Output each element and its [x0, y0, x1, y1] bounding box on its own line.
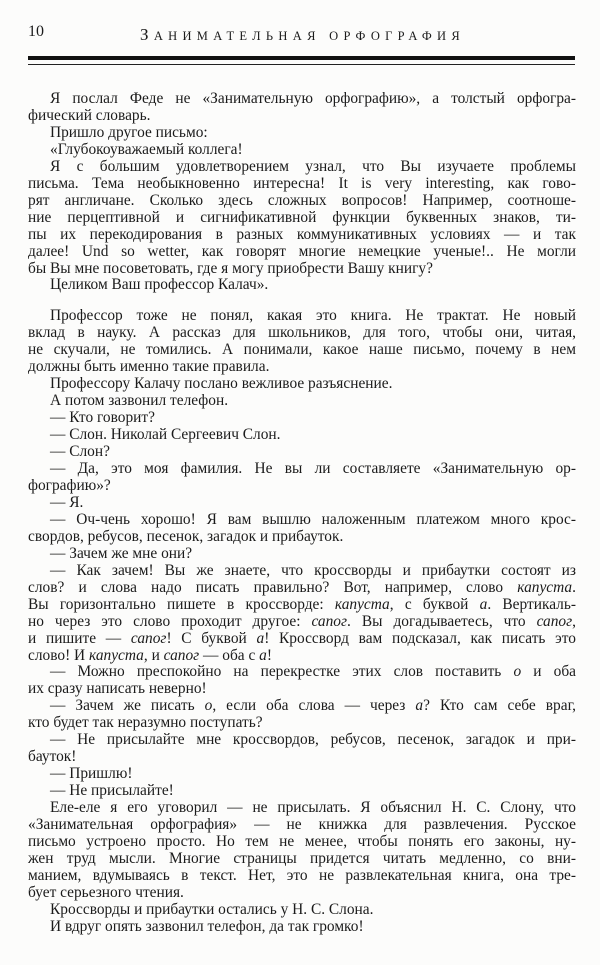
- italic-word: а: [256, 629, 265, 647]
- text-run: вклад в науку. А рассказ для школьников, для того, чтобы они, читая,: [28, 324, 576, 342]
- text-run: и пишите —: [28, 629, 131, 647]
- text-run: их сразу написать неверно!: [28, 680, 207, 698]
- text-line: [28, 851, 576, 868]
- text-line: [28, 478, 576, 495]
- text-run: «Занимательная орфография» — не книжка для развлечения. Русское: [28, 816, 576, 834]
- italic-word: капуста: [89, 646, 144, 664]
- text-run: . Вы догадываетесь, что: [347, 612, 537, 630]
- text-run: — оба с: [199, 646, 260, 664]
- text-run: свордов, ребусов, песенок, загадок и прибауток.: [28, 527, 344, 545]
- text-run: — Да, это моя фамилия. Не вы ли составляете «Занимательную ор-: [50, 460, 576, 478]
- text-line: [28, 342, 576, 359]
- page-number: 10: [28, 23, 44, 40]
- text-run: слово! И: [28, 646, 89, 664]
- text-line: [28, 749, 576, 766]
- text-run: Пришло другое письмо:: [50, 123, 208, 141]
- text-run: — Оч-чень хорошо! Я вам вышлю наложенным платежом много крос-: [50, 510, 576, 528]
- text-run: слов? и слова надо писать правильно? Вот, например, слово: [28, 578, 518, 596]
- text-run: «Глубокоуважаемый коллега!: [50, 140, 243, 158]
- text-line: [28, 277, 576, 294]
- text-line: [28, 176, 576, 193]
- text-line: [28, 244, 576, 261]
- text-line: [28, 142, 576, 159]
- text-line: [28, 227, 576, 244]
- text-run: , с буквой: [389, 595, 480, 613]
- text-run: — Слон. Николай Сергеевич Слон.: [50, 426, 281, 444]
- text-line: [28, 546, 576, 563]
- italic-word: капуста: [517, 578, 573, 596]
- text-run: , если оба слова — через: [212, 697, 416, 715]
- text-line: [28, 732, 576, 749]
- text-line: [28, 648, 576, 665]
- text-run: — Слон?: [50, 443, 110, 461]
- text-run: — Кто говорит?: [50, 409, 155, 427]
- text-run: ние перцептивной и сигнификативной функции буквенных знаков, ти-: [28, 208, 576, 226]
- text-run: далее! Und so wetter, как говорят многие немецкие ученые!.. Не могли: [28, 242, 576, 260]
- italic-word: о: [204, 697, 213, 715]
- text-line: [28, 800, 576, 817]
- text-run: . Вертикаль-: [487, 595, 576, 613]
- header-rule-thick: [28, 56, 575, 60]
- text-run: фографию»?: [28, 476, 111, 494]
- text-line: [28, 91, 576, 108]
- text-run: Целиком Ваш профессор Калач».: [50, 276, 269, 294]
- text-run: .: [572, 578, 576, 596]
- text-run: А потом зазвонил телефон.: [50, 392, 229, 410]
- text-run: — Как зачем! Вы же знаете, что кроссворды и прибаутки состоят из: [50, 561, 576, 579]
- header-rule-thin: [28, 64, 575, 65]
- text-line: [28, 376, 576, 393]
- text-run: — Я.: [50, 493, 84, 511]
- text-run: жен труд мысли. Многие страницы придется читать медленно, со вни-: [28, 849, 576, 867]
- text-line: [28, 834, 576, 851]
- text-run: фический словарь.: [28, 106, 151, 124]
- text-run: — Пришлю!: [50, 765, 133, 783]
- text-run: ! С буквой: [166, 629, 257, 647]
- text-run: И вдруг опять зазвонил телефон, да так громко!: [50, 917, 364, 935]
- text-line: [28, 817, 576, 834]
- text-run: Я с большим удовлетворением узнал, что Вы изучаете проблемы: [50, 157, 576, 175]
- text-run: должны быть именно такие правила.: [28, 358, 270, 376]
- text-run: Кроссворды и прибаутки остались у Н. С. Слона.: [50, 900, 374, 918]
- italic-word: сапог: [130, 629, 167, 647]
- text-line: [28, 580, 576, 597]
- text-run: ? Кто сам себе враг,: [423, 697, 576, 715]
- text-line: [28, 766, 576, 783]
- italic-word: о: [513, 663, 522, 681]
- text-line: [28, 902, 576, 919]
- text-run: манием, вдумываясь в текст. Нет, это не развлекательная книга, она тре-: [28, 866, 576, 884]
- text-line: [28, 193, 576, 210]
- text-line: [28, 512, 576, 529]
- text-line: [28, 597, 576, 614]
- text-run: Я послал Феде не «Занимательную орфографию», а толстый орфогра-: [50, 90, 576, 107]
- text-run: бауток!: [28, 748, 77, 766]
- text-line: [28, 159, 576, 176]
- italic-word: а: [479, 595, 488, 613]
- text-line: [28, 261, 576, 278]
- text-line: [28, 125, 576, 142]
- text-line: [28, 427, 576, 444]
- text-line: [28, 410, 576, 427]
- text-line: [28, 461, 576, 478]
- italic-word: а: [259, 646, 267, 664]
- running-title: ЗАНИМАТЕЛЬНАЯ ОРФОГРАФИЯ: [140, 25, 466, 44]
- text-run: — Зачем же писать: [50, 697, 205, 715]
- text-line: [28, 631, 576, 648]
- text-line: [28, 529, 576, 546]
- italic-word: а: [415, 697, 424, 715]
- text-line: [28, 210, 576, 227]
- text-line: [28, 885, 576, 902]
- text-line: [28, 783, 576, 800]
- text-line: [28, 681, 576, 698]
- text-line: [28, 359, 576, 376]
- text-line: [28, 614, 576, 631]
- text-line: [28, 308, 576, 325]
- text-run: — Не присылайте!: [50, 782, 174, 800]
- text-run: бы Вы мне посоветовать, где я могу приобрести Вашу книгу?: [28, 259, 433, 277]
- text-line: [28, 325, 576, 342]
- text-run: и оба: [521, 663, 576, 681]
- italic-word: капуста: [334, 595, 390, 613]
- text-run: письмо устроено просто. Но тем не менее, чтобы понять его законы, ну-: [28, 832, 576, 850]
- text-run: Еле-еле я его уговорил — не присылать. Я объяснил Н. С. Слону, что: [50, 799, 576, 817]
- text-run: письма. Тема необыкновенно интересна! It is very interesting, как гово-: [28, 174, 576, 192]
- text-run: рят англичане. Сколько здесь сложных вопросов! Например, соотноше-: [28, 191, 576, 209]
- text-run: пы их перекодирования в разных коммуникативных условиях — и так: [28, 225, 576, 243]
- italic-word: сапог: [163, 646, 200, 664]
- text-line: [28, 563, 576, 580]
- text-line: [28, 108, 576, 125]
- text-run: кто будет так неразумно поступать?: [28, 714, 263, 732]
- text-line: [28, 868, 576, 885]
- text-line: [28, 715, 576, 732]
- text-run: Вы горизонтально пишете в кроссворде:: [28, 595, 335, 613]
- italic-word: сапог: [536, 612, 573, 630]
- text-run: — Зачем же мне они?: [50, 544, 193, 562]
- italic-word: сапог: [311, 612, 348, 630]
- text-run: — Можно преспокойно на перекрестке этих слов поставить: [50, 663, 514, 681]
- text-run: бует серьезного чтения.: [28, 883, 184, 901]
- text-line: [28, 919, 576, 936]
- text-line: [28, 664, 576, 681]
- text-run: но через это слово проходит другое:: [28, 612, 312, 630]
- text-line: [28, 698, 576, 715]
- text-run: !: [266, 646, 273, 664]
- text-run: Профессор тоже не понял, какая это книга. Не трактат. Не новый: [50, 307, 576, 325]
- text-run: Профессору Калачу послано вежливое разъяснение.: [50, 375, 393, 393]
- body-text: [28, 91, 576, 936]
- text-run: — Не присылайте мне кроссвордов, ребусов, песенок, загадок и при-: [50, 731, 576, 749]
- text-run: , и: [143, 646, 164, 664]
- text-run: не скучали, не томились. А понимали, какое наше письмо, почему в нем: [28, 341, 576, 359]
- text-line: [28, 495, 576, 512]
- text-line: [28, 444, 576, 461]
- text-run: ! Кроссворд вам подсказал, как писать это: [264, 629, 576, 647]
- text-line: [28, 393, 576, 410]
- text-run: ,: [572, 612, 576, 630]
